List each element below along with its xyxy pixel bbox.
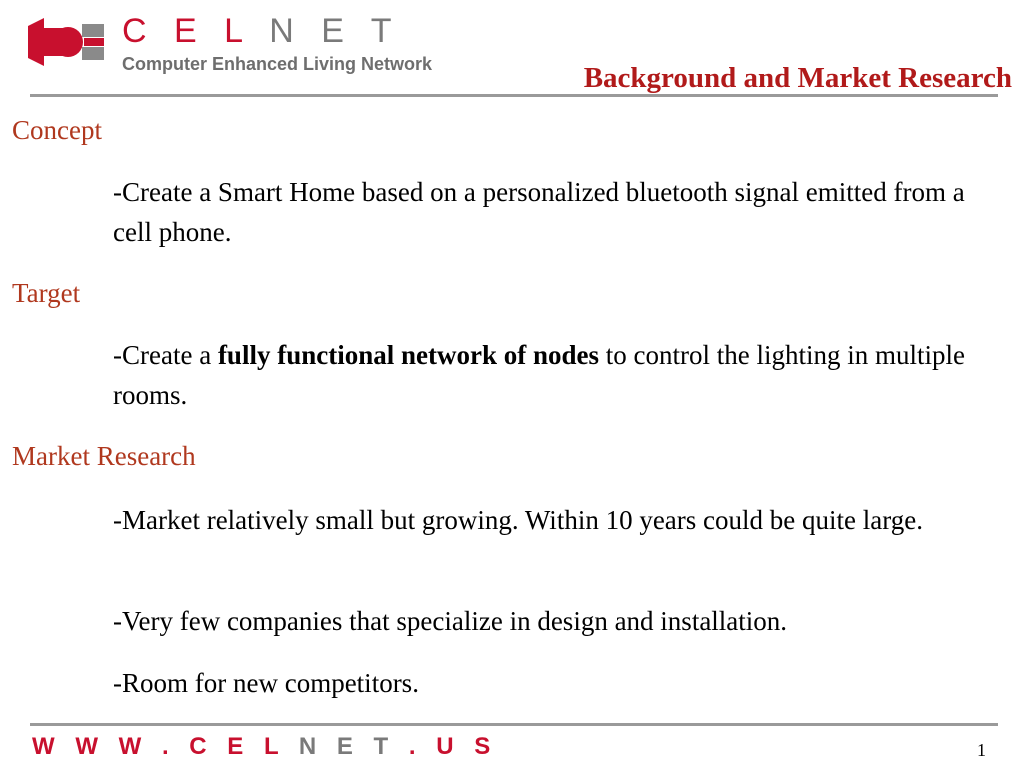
page-number: 1: [977, 740, 986, 760]
celnet-logo-icon: [28, 18, 106, 66]
brand-title: [122, 12, 401, 50]
header-divider: [30, 94, 998, 97]
target-text-bold: fully functional network of nodes: [217, 340, 599, 370]
target-text-end: to control the lighting in multiple rooms.: [113, 340, 965, 410]
section-label-market-research: Market Research: [12, 441, 196, 471]
footer-url-red-1: W W W . C E L: [32, 733, 286, 760]
brand-title-grey: N E T: [250, 12, 401, 50]
target-text: [113, 335, 1003, 415]
target-text-start: -Create a: [113, 340, 218, 370]
slide-title: Background and Market Research: [583, 62, 1012, 94]
market-research-item: -Room for new competitors.: [113, 668, 419, 698]
footer-divider: [30, 723, 998, 726]
market-research-item: -Very few companies that specialize in design and installation.: [113, 606, 788, 636]
concept-text: -Create a Smart Home based on a personalized bluetooth signal emitted from a cell phone.: [113, 177, 965, 247]
market-research-item: -Market relatively small but growing. Within 10 years could be quite large.: [113, 505, 923, 535]
footer-url-grey: N E T: [285, 733, 409, 760]
section-label-target: Target: [12, 278, 81, 308]
footer-url: [32, 732, 497, 762]
section-label-concept: Concept: [12, 115, 102, 145]
footer-url-red-2: . U S: [408, 733, 498, 760]
brand-title-red: C E L: [122, 12, 251, 50]
brand-subtitle: Computer Enhanced Living Network: [122, 54, 433, 74]
